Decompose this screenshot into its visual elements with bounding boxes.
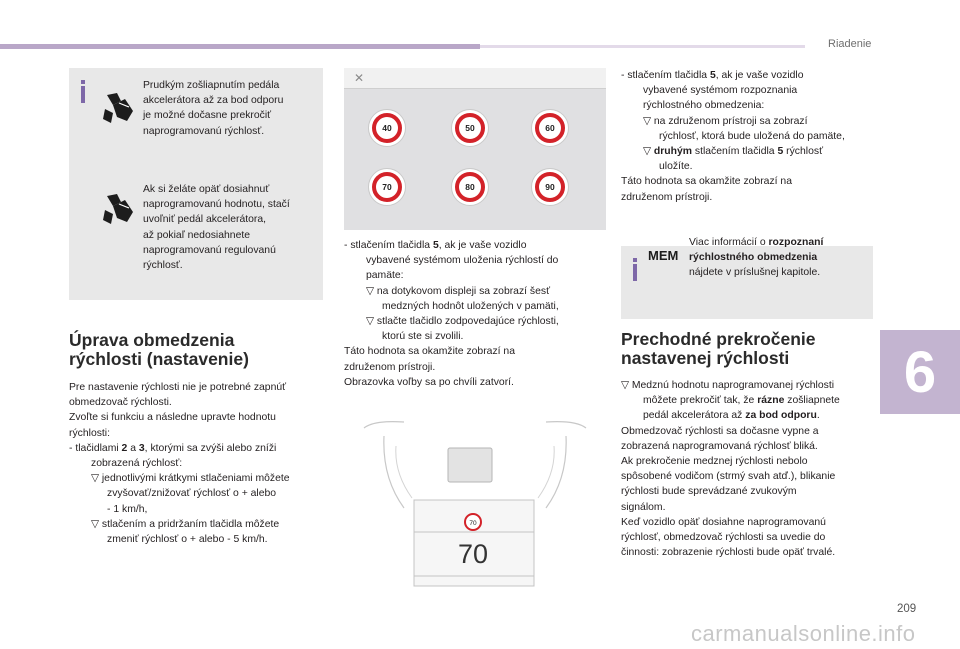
speed-sign-60-value: 60: [535, 113, 565, 143]
cluster-speed-sign: 70: [469, 520, 477, 527]
page-number: 209: [897, 603, 917, 615]
info-box-pedal-text-2: Ak si želáte opäť dosiahnuť naprogramovanú hodnotu, stačí uvoľniť pedál akcelerátora, až pokiaľ nedosiahnete naprogramovanú regulovanú rýchlosť.: [143, 184, 290, 272]
cluster-speed-value: 70: [457, 539, 489, 569]
speed-sign-80-value: 80: [455, 172, 485, 202]
info-icon: [81, 86, 85, 103]
mem-button-icon: MEM: [648, 248, 679, 263]
info-box-recognition-text: Viac informácií o rozpoznaní rýchlostného obmedzenia nájdete v príslušnej kapitole.: [689, 237, 824, 279]
speed-sign-90-value: 90: [535, 172, 565, 202]
header-accent-bar: [0, 44, 480, 49]
heading-speed-adjust: Úprava obmedzenia rýchlosti (nastavenie): [69, 330, 249, 369]
info-box-recognition: [621, 237, 873, 319]
touchscreen-top-bar: [344, 68, 606, 89]
speed-sign-40-value: 40: [372, 113, 402, 143]
header-accent-bar-light: [480, 45, 805, 48]
right-body-text: - stlačením tlačidla 5, ak je vaše vozidlo vybavené systémom rozpoznania rýchlostného obmedzenia: ▽ na združenom prístroji sa zobrazí rýchlosť, ktorá bude uložená do pamäte, ▽ druhým stlačením tlačidla 5 rýchlosť uložíte. Táto hodnota sa okamžite zobrazí na združenom prístroji.: [621, 70, 845, 203]
foot-pedal-release-icon: [103, 192, 135, 226]
speed-sign-80[interactable]: [451, 168, 489, 206]
speed-sign-70[interactable]: [368, 168, 406, 206]
info-icon: [633, 264, 637, 281]
chapter-number: 6: [903, 339, 937, 405]
close-icon: ✕: [354, 71, 365, 85]
right-body-text-2: ▽ Medznú hodnotu naprogramovanej rýchlosti môžete prekročiť tak, že rázne zošliapnete pedál akcelerátora až za bod odporu. Obmedzovač rýchlosti sa dočasne vypne a zobrazená naprogramovaná rýchlosť bliká. Ak prekročenie medznej rýchlosti nebolo spôsobené vodičom (strmý svah atď.), blikanie rýchlosti bude sprevádzané zvukovým signálom. Keď vozidlo opäť dosiahne naprogramovanú rýchlosť, obmedzovač rýchlosti sa uvedie do činnosti: zobrazenie rýchlosti bude opäť trvalé.: [621, 380, 840, 559]
speed-sign-40[interactable]: [368, 109, 406, 147]
foot-pedal-icon: [103, 91, 135, 125]
chapter-tab: [880, 330, 960, 414]
info-box-pedal: [69, 68, 323, 300]
watermark: carmanualsonline.info: [691, 621, 916, 646]
info-box-pedal-text-1: Prudkým zošliapnutím pedála akcelerátora až za bod odporu je možné dočasne prekročiť naprogramovanú rýchlosť.: [143, 80, 284, 137]
speed-sign-50-value: 50: [455, 113, 485, 143]
section-title: Riadenie: [828, 38, 872, 50]
speed-sign-70-value: 70: [372, 172, 402, 202]
speed-sign-90[interactable]: [531, 168, 569, 206]
speed-sign-50[interactable]: [451, 109, 489, 147]
instrument-cluster-illustration: [344, 418, 606, 590]
touchscreen-speed-memory: [344, 68, 606, 230]
speed-sign-60[interactable]: [531, 109, 569, 147]
left-body-text: Pre nastavenie rýchlosti nie je potrebné zapnúť obmedzovač rýchlosti. Zvoľte si funkciu a následne upravte hodnotu rýchlosti: - tlačidlami 2 a 3, ktorými sa zvýši alebo zníži zobrazená rýchlosť: ▽ jednotlivými krátkymi stlačeniami môžete zvyšovať/znižovať rýchlosť o + alebo - 1 km/h, ▽ stlačením a pridržaním tlačidla môžete zmeniť rýchlosť o + alebo - 5 km/h.: [69, 382, 290, 546]
middle-body-text: - stlačením tlačidla 5, ak je vaše vozidlo vybavené systémom uloženia rýchlostí do pamäte: ▽ na dotykovom displeji sa zobrazí šesť medzných hodnôt uložených v pamäti, ▽ stlačte tlačidlo zodpovedajúce rýchlosti, ktorú ste si zvolili. Táto hodnota sa okamžite zobrazí na združenom prístroji. Obrazovka voľby sa po chvíli zatvorí.: [344, 240, 559, 388]
heading-temporary-overspeed: Prechodné prekročenie nastavenej rýchlosti: [621, 329, 816, 368]
